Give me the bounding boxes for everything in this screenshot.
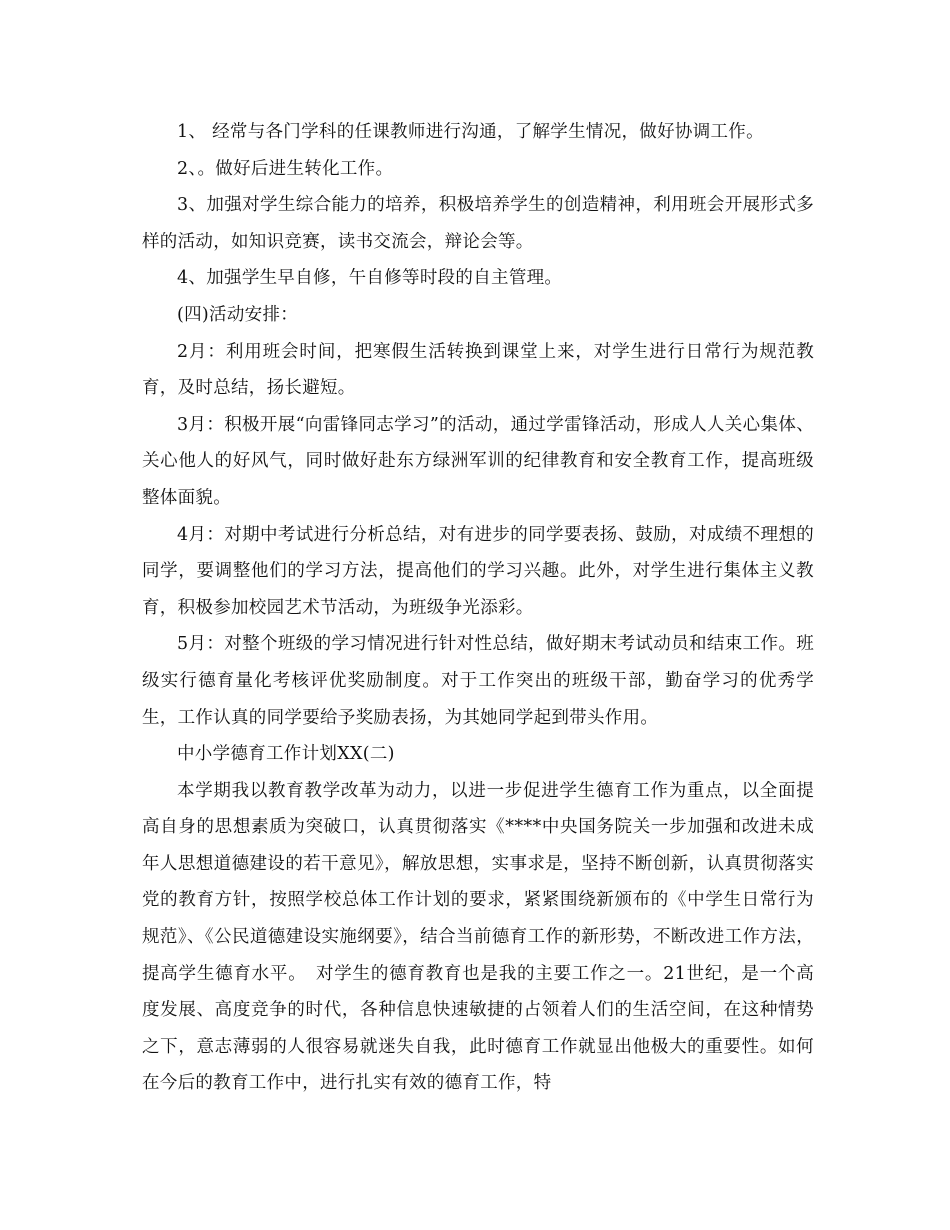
plan-title-part-two: 中小学德育工作计划XX(二) — [177, 744, 395, 765]
activity-february: 2月：利用班会时间，把寒假生活转换到课堂上来，对学生进行日常行为规范教育，及时总结，扬长避短。 — [142, 341, 814, 399]
document-body — [142, 114, 814, 1102]
activity-may: 5月：对整个班级的学习情况进行针对性总结，做好期末考试动员和结束工作。班级实行德育量化考核评优奖励制度。对于工作突出的班级干部，勤奋学习的优秀学生，工作认真的同学要给予奖励表扬，为其她同学起到带头作用。 — [142, 634, 814, 728]
activity-march: 3月：积极开展“向雷锋同志学习”的活动，通过学雷锋活动，形成人人关心集体、关心他人的好风气，同时做好赴东方绿洲军训的纪律教育和安全教育工作，提高班级整体面貌。 — [142, 414, 814, 508]
activity-april: 4月：对期中考试进行分析总结，对有进步的同学要表扬、鼓励，对成绩不理想的同学，要调整他们的学习方法，提高他们的学习兴趣。此外，对学生进行集体主义教育，积极参加校园艺术节活动，为班级争光添彩。 — [142, 524, 814, 618]
paragraph-item-1: 1、 经常与各门学科的任课教师进行沟通，了解学生情况，做好协调工作。 — [177, 122, 764, 142]
paragraph-item-2: 2、。做好后进生转化工作。 — [177, 158, 394, 179]
section-heading-activities: (四)活动安排： — [177, 304, 299, 325]
paragraph-item-3: 3、加强对学生综合能力的培养，积极培养学生的创造精神，利用班会开展形式多样的活动，如知识竞赛，读书交流会，辩论会等。 — [142, 195, 814, 252]
plan-intro-paragraph: 本学期我以教育教学改革为动力，以进一步促进学生德育工作为重点，以全面提高自身的思想素质为突破口，认真贯彻落实《****中央国务院关一步加强和改进未成年人思想道德建设的若干意见》，解放思想，实事求是，坚持不断创新，认真贯彻落实党的教育方针，按照学校总体工作计划的要求，紧紧围绕新颁布的《中学生日常行为规范》、《公民道德建设实施纲要》，结合当前德育工作的新形势，不断改进工作方法，提高学生德育水平。 对学生的德育教育也是我的主要工作之一。21世纪，是一个高度发展、高度竞争的时代，各种信息快速敏捷的占领着人们的生活空间，在这种情势之下，意志薄弱的人很容易就迷失自我，此时德育工作就显出他极大的重要性。如何在今后的教育工作中，进行扎实有效的德育工作，特 — [142, 780, 814, 1094]
paragraph-item-4: 4、加强学生早自修，午自修等时段的自主管理。 — [177, 268, 563, 289]
